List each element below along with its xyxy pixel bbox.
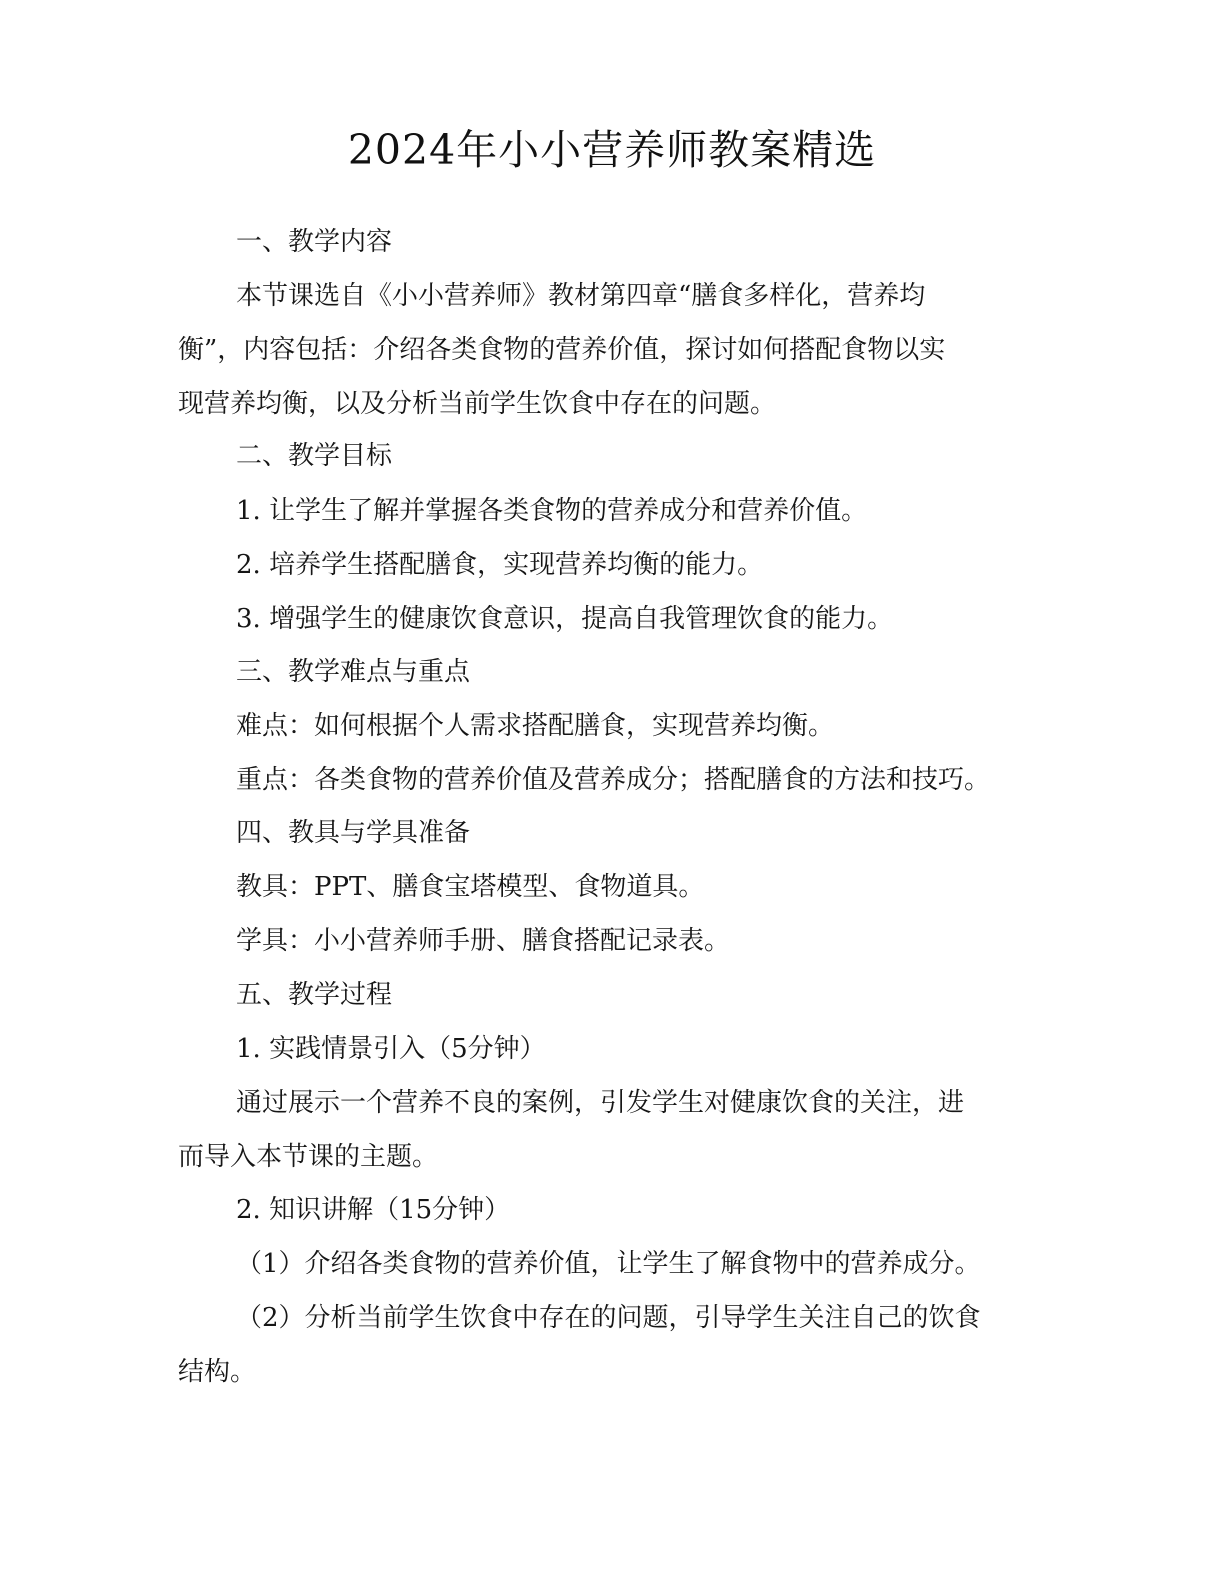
paragraph-line: 结构。 [178,1357,257,1387]
process-step: 1. 实践情景引入（5分钟） [236,1034,546,1064]
document-title: 2024年小小营养师教案精选 [347,126,877,174]
process-substep: （2）分析当前学生饮食中存在的问题，引导学生关注自己的饮食 [236,1303,981,1333]
section-heading-process: 五、教学过程 [236,980,393,1010]
objective-item: 3. 增强学生的健康饮食意识，提高自我管理饮食的能力。 [236,604,894,634]
difficulty-text: 难点：如何根据个人需求搭配膳食，实现营养均衡。 [236,711,835,741]
objective-item: 2. 培养学生搭配膳食，实现营养均衡的能力。 [236,550,764,580]
paragraph-line: 本节课选自《小小营养师》教材第四章“膳食多样化，营养均 [236,281,926,311]
section-heading-materials: 四、教具与学具准备 [236,818,471,848]
student-materials-text: 学具：小小营养师手册、膳食搭配记录表。 [236,926,731,956]
paragraph-line: 通过展示一个营养不良的案例，引发学生对健康饮食的关注，进 [236,1088,965,1118]
section-heading-content: 一、教学内容 [236,227,393,257]
section-heading-difficulties: 三、教学难点与重点 [236,657,471,687]
paragraph-line: 衡”，内容包括：介绍各类食物的营养价值，探讨如何搭配食物以实 [178,335,946,365]
key-point-text: 重点：各类食物的营养价值及营养成分；搭配膳食的方法和技巧。 [236,765,991,795]
process-substep: （1）介绍各类食物的营养价值，让学生了解食物中的营养成分。 [236,1249,981,1279]
objective-item: 1. 让学生了解并掌握各类食物的营养成分和营养价值。 [236,496,868,526]
section-heading-objectives: 二、教学目标 [236,441,393,471]
process-step: 2. 知识讲解（15分钟） [236,1195,511,1225]
paragraph-line: 而导入本节课的主题。 [178,1142,439,1172]
teacher-materials-text: 教具：PPT、膳食宝塔模型、食物道具。 [236,872,705,902]
paragraph-line: 现营养均衡，以及分析当前学生饮食中存在的问题。 [178,389,777,419]
